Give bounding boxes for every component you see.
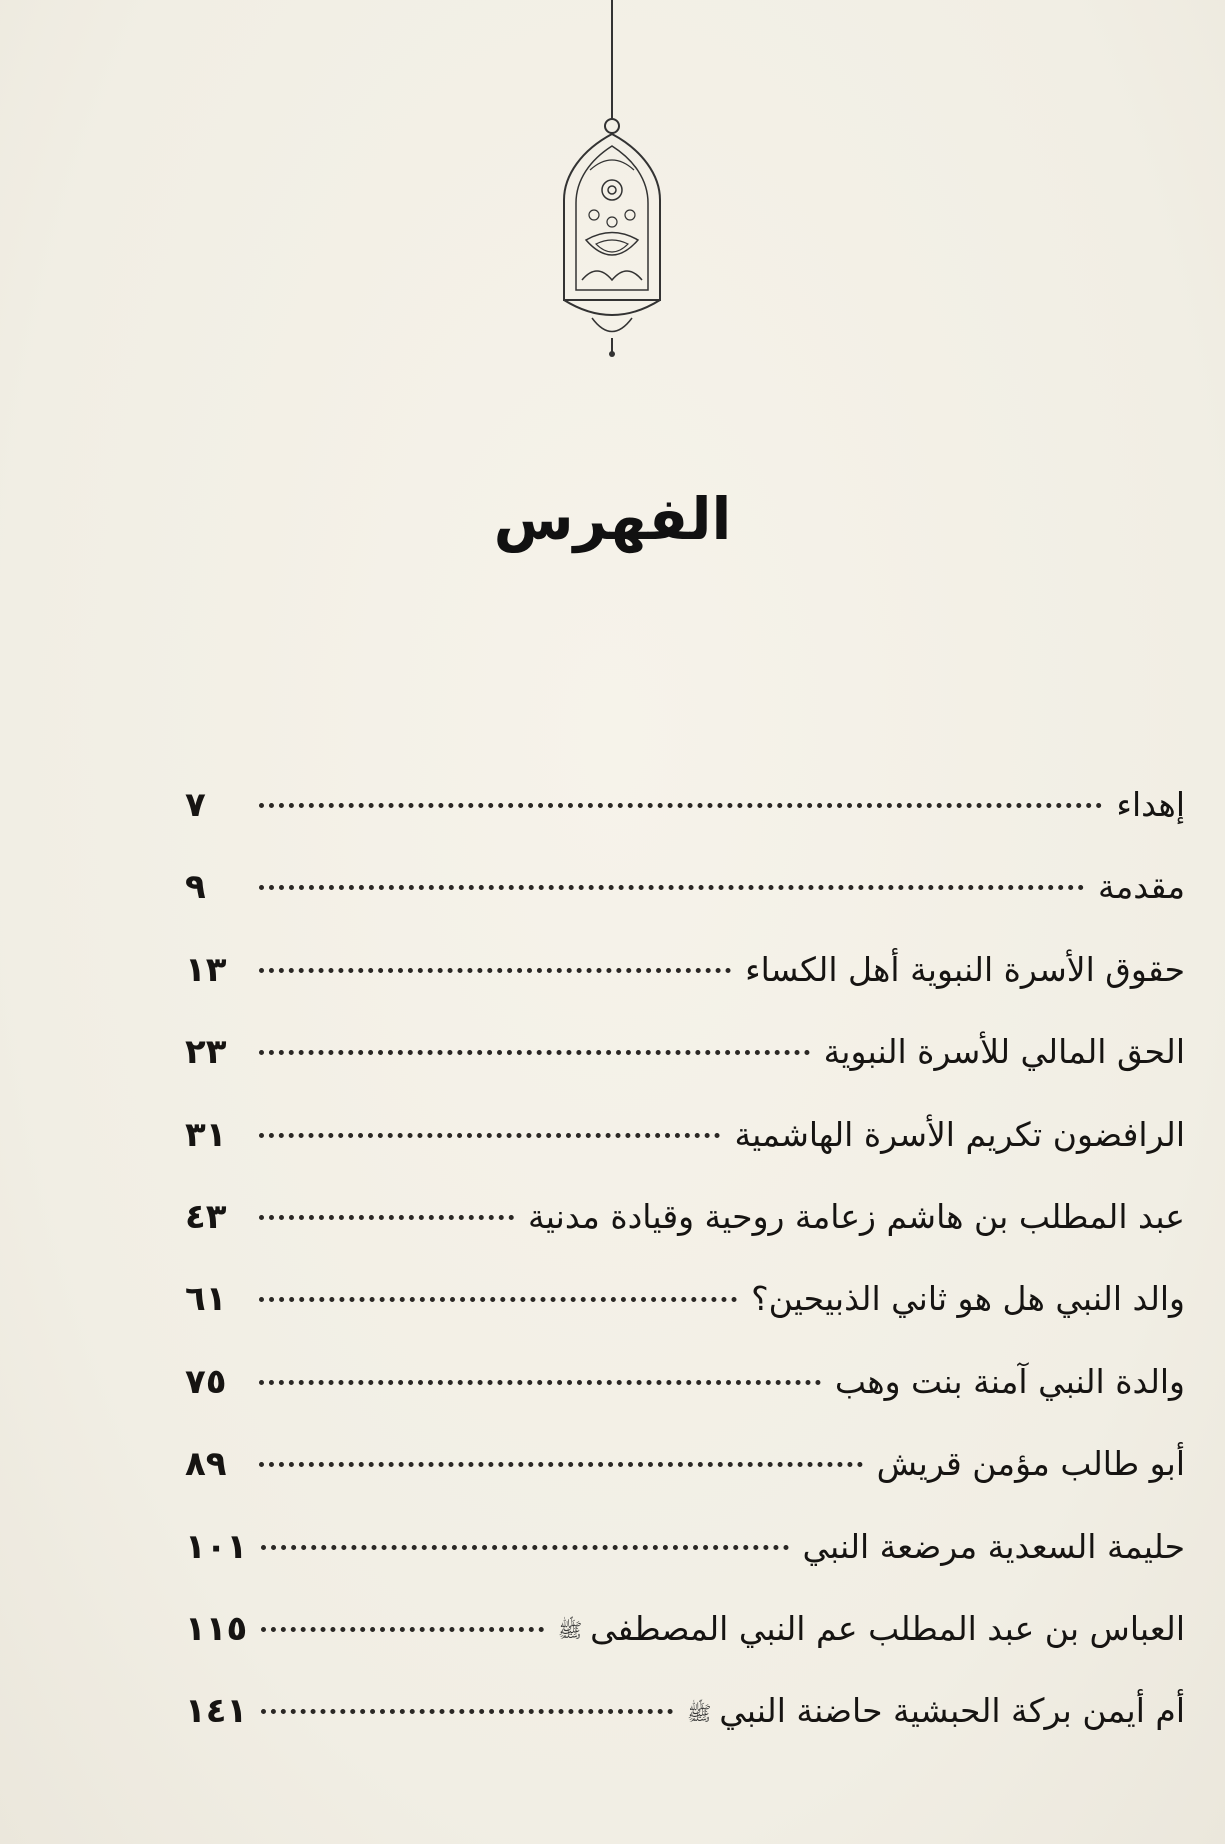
toc-page-number: ١٠١ [185,1526,248,1567]
dot-leader [259,1297,737,1302]
toc-row [185,785,1185,867]
toc-entry-title: مقدمة [1097,867,1185,907]
dot-leader [259,1133,720,1138]
toc-page-number: ٨٩ [185,1444,227,1485]
toc-row [185,1197,1185,1279]
toc-entry-title: حقوق الأسرة النبوية أهل الكساء [745,949,1185,989]
toc-page-number: ٧ [185,785,206,825]
toc-row [185,1609,1185,1691]
toc-row [185,1444,1185,1526]
toc-row [185,1691,1185,1773]
dot-leader [261,1545,788,1550]
toc-page-number: ٣١ [185,1114,227,1155]
toc-page-number: ٩ [185,867,206,908]
honorific-glyph: ﷺ [557,1618,583,1643]
toc-row [185,1362,1185,1444]
toc-row [185,867,1185,949]
honorific-glyph: ﷺ [687,1700,712,1725]
toc-page-number: ١٣ [185,949,227,990]
toc-entry-title: والد النبي هل هو ثاني الذبيحين؟ [751,1279,1185,1319]
toc-row [185,1279,1185,1361]
toc-entry-title: حليمة السعدية مرضعة النبي [802,1526,1185,1566]
toc-entry-title: عبد المطلب بن هاشم زعامة روحية وقيادة مدنية [528,1196,1185,1236]
dot-leader [259,968,731,973]
dot-leader [261,1709,673,1714]
dot-leader [259,885,1084,890]
page-title: الفهرس [493,485,732,553]
toc-page-number: ٧٥ [185,1361,227,1402]
toc-entry-title: الرافضون تكريم الأسرة الهاشمية [734,1114,1185,1154]
toc-entry-title [558,1609,1185,1651]
table-of-contents [185,785,1185,1774]
toc-row [185,1032,1185,1114]
toc-page-number: ٢٣ [185,1032,227,1073]
toc-page-number: ١١٥ [185,1608,248,1649]
toc-entry-title: أبو طالب مؤمن قريش [876,1444,1185,1484]
hanging-lantern-icon [552,0,672,360]
toc-entry-text: العباس بن عبد المطلب عم النبي المصطفى [590,1608,1185,1648]
toc-entry-title: إهداء [1116,785,1185,824]
toc-row [185,1527,1185,1609]
toc-page-number: ٤٣ [185,1196,227,1237]
toc-page-number: ١٤١ [185,1691,248,1732]
toc-entry-title [687,1691,1185,1733]
toc-page-number: ٦١ [185,1279,227,1320]
dot-leader [259,1380,821,1385]
toc-row [185,1115,1185,1197]
toc-row [185,950,1185,1032]
toc-entry-title: الحق المالي للأسرة النبوية [823,1032,1185,1072]
toc-entry-title: والدة النبي آمنة بنت وهب [834,1361,1185,1401]
dot-leader [259,1462,863,1467]
dot-leader [261,1627,544,1632]
dot-leader [259,1050,810,1055]
dot-leader [259,803,1102,808]
toc-entry-text: أم أيمن بركة الحبشية حاضنة النبي [719,1691,1185,1731]
dot-leader [259,1215,514,1220]
